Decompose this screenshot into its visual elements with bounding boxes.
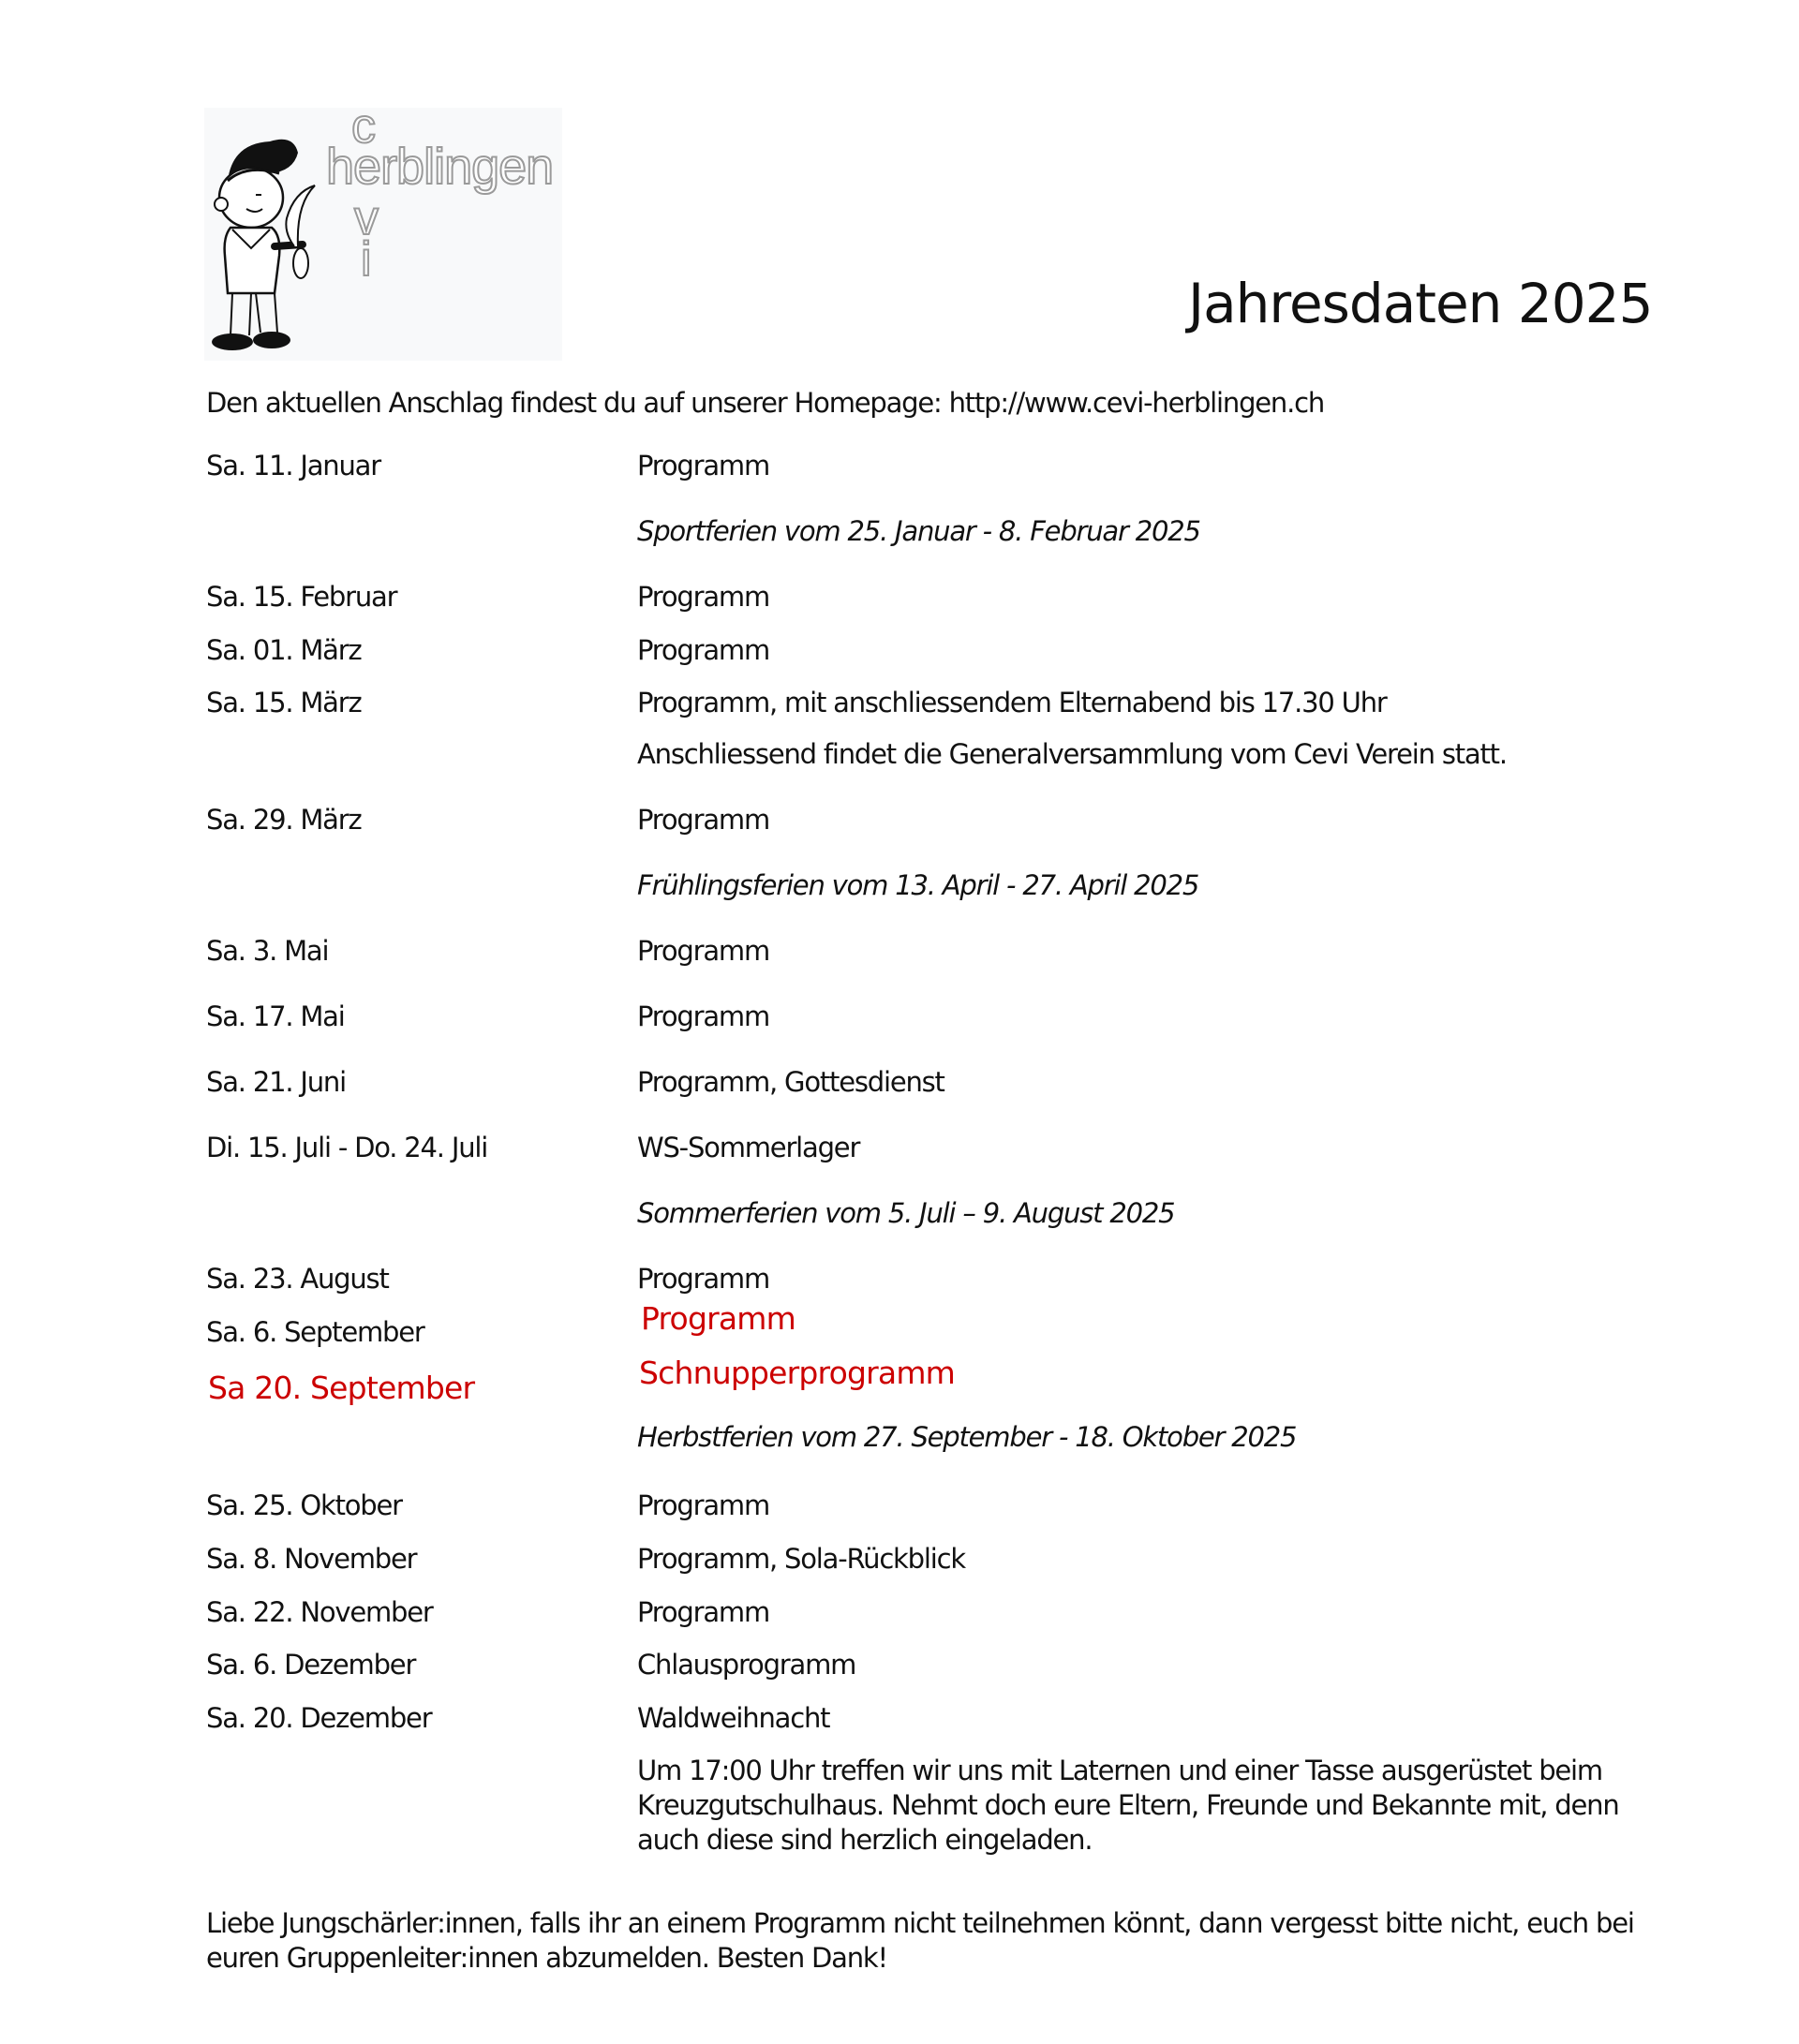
logo-word: herblingen xyxy=(326,139,554,195)
schedule-note: Anschliessend findet die Generalversammlung vom Cevi Verein statt. xyxy=(637,738,1507,770)
scout-mascot-icon xyxy=(204,115,326,359)
schedule-event: WS-Sommerlager xyxy=(637,1132,860,1163)
holiday-note: Sportferien vom 25. Januar - 8. Februar 2025 xyxy=(637,515,1200,547)
schedule-date: Sa. 01. März xyxy=(206,634,362,666)
schedule-event: Programm xyxy=(637,935,770,967)
holiday-note: Sommerferien vom 5. Juli – 9. August 2025 xyxy=(637,1197,1175,1229)
schedule-date: Sa. 21. Juni xyxy=(206,1066,346,1098)
schedule-event: Programm xyxy=(637,634,770,666)
page-title: Jahresdaten 2025 xyxy=(1188,272,1653,335)
schedule-event: Programm xyxy=(637,1596,770,1628)
schedule-date: Sa. 17. Mai xyxy=(206,1000,345,1032)
schedule-date: Sa. 23. August xyxy=(206,1263,389,1295)
schedule-event: Chlausprogramm xyxy=(637,1649,856,1681)
schedule-date: Sa. 3. Mai xyxy=(206,935,329,967)
schedule-date: Sa. 11. Januar xyxy=(206,450,380,481)
schedule-date: Sa. 6. Dezember xyxy=(206,1649,416,1681)
schedule-date: Sa. 22. November xyxy=(206,1596,433,1628)
schedule-event: Waldweihnacht xyxy=(637,1702,830,1734)
schedule-event: Programm xyxy=(637,450,770,481)
schedule-event: Programm xyxy=(637,1000,770,1032)
intro-text: Den aktuellen Anschlag findest du auf unserer Homepage: http://www.cevi-herblingen.ch xyxy=(206,387,1325,419)
holiday-note: Herbstferien vom 27. September - 18. Oktober 2025 xyxy=(637,1421,1297,1453)
schedule-event: Programm xyxy=(637,1489,770,1521)
schedule-date: Sa. 15. März xyxy=(206,687,362,718)
schedule-date: Sa. 20. Dezember xyxy=(206,1702,432,1734)
schedule-date: Sa. 29. März xyxy=(206,804,362,836)
schedule-date: Sa. 25. Oktober xyxy=(206,1489,402,1521)
schedule-date: Sa. 15. Februar xyxy=(206,581,397,613)
schedule-event: Programm, Sola-Rückblick xyxy=(637,1543,965,1575)
schedule-date: Di. 15. Juli - Do. 24. Juli xyxy=(206,1132,488,1163)
schedule-event-highlight: Schnupperprogramm xyxy=(639,1355,956,1391)
schedule-date: Sa. 8. November xyxy=(206,1543,417,1575)
schedule-event: Programm xyxy=(637,581,770,613)
schedule-event: Programm xyxy=(637,804,770,836)
schedule-event: Programm xyxy=(637,1263,770,1295)
holiday-note: Frühlingsferien vom 13. April - 27. April 2025 xyxy=(637,869,1199,901)
footer-note: Liebe Jungschärler:innen, falls ihr an einem Programm nicht teilnehmen könnt, dann vergesst bitte nicht, euch bei euren Gruppenleiter:innen abzumelden. Besten Dank! xyxy=(206,1907,1634,1974)
schedule-event: Programm, mit anschliessendem Elternabend bis 17.30 Uhr xyxy=(637,687,1387,718)
schedule-date: Sa. 6. September xyxy=(206,1316,424,1348)
logo-letter-v: v xyxy=(354,191,379,245)
schedule-date-highlight: Sa 20. September xyxy=(208,1370,475,1406)
cevi-logo xyxy=(204,99,562,361)
waldweihnacht-note: Um 17:00 Uhr treffen wir uns mit Laternen und einer Tasse ausgerüstet beim Kreuzgutschulhaus. Nehmt doch eure Eltern, Freunde und Bekannte mit, denn auch diese sind herzlich eingeladen. xyxy=(637,1755,1619,1856)
schedule-event-highlight: Programm xyxy=(641,1300,795,1337)
schedule-event: Programm, Gottesdienst xyxy=(637,1066,944,1098)
logo-letter-i: i xyxy=(361,232,372,287)
logo-letter-c: c xyxy=(351,99,376,154)
